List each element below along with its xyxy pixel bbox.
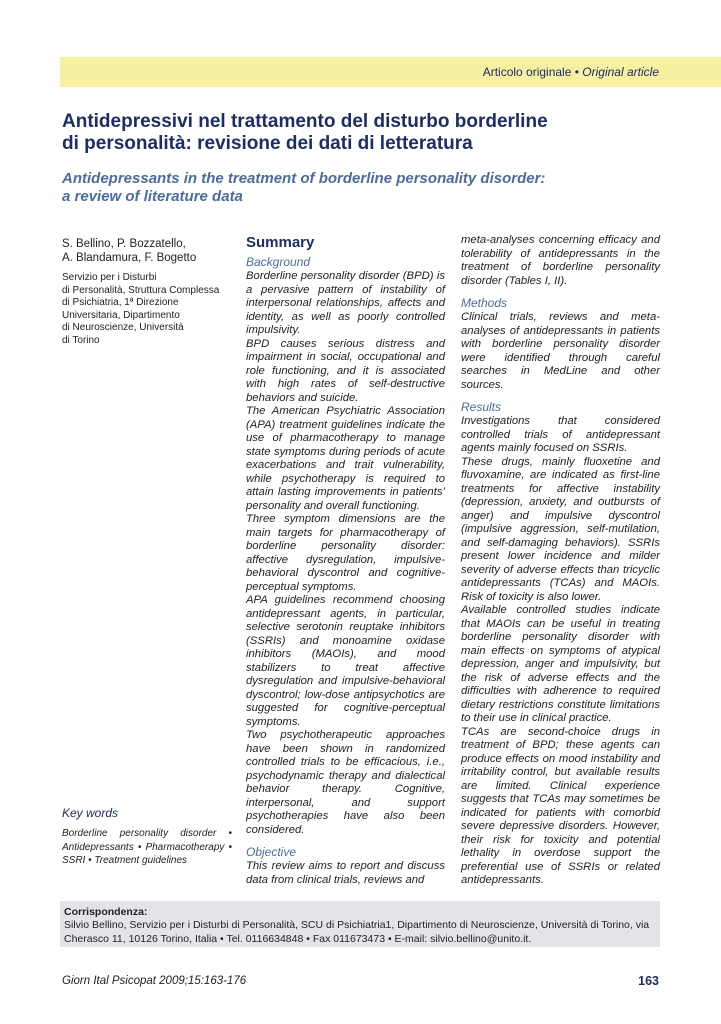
author-line: A. Blandamura, F. Bogetto [62, 252, 197, 264]
affiliation-line: Universitaria, Dipartimento [62, 309, 180, 321]
article-title [62, 111, 662, 155]
correspondence-text [64, 919, 657, 946]
background-paragraph: Borderline personality disorder (BPD) is a pervasive pattern of instability of interpersonal relationships, affects and identity, as well as poorly controlled impulsivity. [246, 270, 445, 336]
results-paragraph: Available controlled studies indicate that MAOIs can be useful in treating borderline personality disorder with main effects on symptoms of atypical depression, anger and impulsivity, but the risk of adverse effects and the difficulties with adherence to required dietary restrictions constitute limitations to their use in clinical practice. [461, 604, 660, 724]
article-subtitle-line: Antidepressants in the treatment of borderline personality disorder: [62, 170, 546, 187]
affiliation [62, 272, 232, 347]
article-title-line: Antidepressivi nel trattamento del disturbo borderline [62, 111, 548, 132]
article-type-it: Articolo originale [482, 65, 572, 79]
affiliation-line: di Personalità, Struttura Complessa [62, 284, 220, 296]
results-heading: Results [461, 400, 502, 414]
background-paragraph: Two psychotherapeutic approaches have been shown in randomized controlled trials to be efficacious, i.e., psychodynamic therapy and dialectical behavior therapy. Cognitive, interpersonal, and support psychotherapies have also been considered. [246, 729, 445, 836]
methods-heading: Methods [461, 296, 508, 310]
author-list [62, 237, 232, 265]
affiliation-line: Servizio per i Disturbi [62, 272, 157, 283]
objective-continued [461, 234, 660, 288]
keywords-text: Borderline personality disorder • Antidepressants • Pharmacotherapy • SSRI • Treatment guidelines [62, 828, 232, 866]
article-type-label [483, 65, 659, 79]
page-number: 163 [638, 974, 659, 988]
results-paragraph: Investigations that considered controlled trials of antidepressant agents mainly focused on SSRIs. [461, 415, 660, 454]
article-title-line: di personalità: revisione dei dati di letteratura [62, 133, 473, 154]
article-type-en: Original article [582, 65, 659, 79]
results-paragraph: These drugs, mainly fluoxetine and fluvoxamine, are indicated as first-line treatments for affective instability (depression, anxiety, and outbursts of anger) and impulsive dyscontrol (impulsive aggression, self-mutilation, and self-damaging behaviors). SSRIs present lower incidence and milder severity of adverse effects than tricyclic antidepressants (TCAs) and MAOIs. Risk of toxicity is also lower. [461, 455, 660, 603]
background-paragraph: Three symptom dimensions are the main targets for pharmacotherapy of borderline personality disorder: affective dysregulation, impulsive-behavioral dyscontrol and cognitive-perceptual symptoms. [246, 513, 445, 593]
article-subtitle-line: a review of literature data [62, 188, 243, 205]
correspondence-line: Silvio Bellino, Servizio per i Disturbi di Personalità, SCU di Psichiatria1, Dipartimento di Neuroscienze, Università di Torino, via [64, 919, 650, 931]
background-paragraph: The American Psychiatric Association (APA) treatment guidelines indicate the use of pharmacotherapy to manage state symptoms during periods of acute exacerbations and trait vulnerability, while psychotherapy is required to attain lasting improvements in patients’ personality and overall functioning. [246, 405, 445, 512]
article-subtitle [62, 170, 662, 206]
affiliation-line: di Neuroscienze, Università [62, 322, 184, 333]
background-heading: Background [246, 255, 311, 269]
objective-text: meta-analyses concerning efficacy and tolerability of antidepressants in the treatment of borderline personality disorder (Tables I, II). [461, 234, 660, 287]
objective-heading: Objective [246, 845, 297, 859]
article-type-separator: • [574, 65, 579, 79]
affiliation-line: di Psichiatria, 1ª Direzione [62, 297, 179, 308]
journal-citation: Giorn Ital Psicopat 2009;15:163-176 [62, 975, 247, 987]
author-line: S. Bellino, P. Bozzatello, [62, 238, 186, 250]
results-paragraph: TCAs are second-choice drugs in treatment of BPD; these agents can produce effects on mood instability and irritability control, but available results are limited. Clinical experience suggests that TCAs may sometimes be indicated for patients with comorbid severe depressive disorders. However, their risk for toxicity and potential lethality in overdose support the preferential use of SSRIs or related antidepressants. [461, 725, 660, 886]
affiliation-line: di Torino [62, 334, 100, 346]
correspondence-line: Cherasco 11, 10126 Torino, Italia • Tel. 0116634848 • Fax 011673473 • E-mail: silvio.bellino@unito.it. [64, 932, 532, 945]
summary-column-right [461, 234, 660, 888]
correspondence-title: Corrispondenza: [64, 906, 148, 918]
summary-column-left [246, 234, 445, 887]
background-paragraph: BPD causes serious distress and impairment in social, occupational and role functioning, and it is associated with high rates of self-destructive behaviors and suicide. [246, 337, 445, 404]
summary-title: Summary [246, 234, 315, 251]
methods-paragraph: Clinical trials, reviews and meta-analyses of antidepressants in patients with borderline personality disorder were identified through careful searches in MedLine and other sources. [461, 311, 660, 391]
objective-paragraph [246, 860, 445, 887]
background-paragraph: APA guidelines recommend choosing antidepressant agents, in particular, selective serotonin reuptake inhibitors (SSRIs) and monoamine oxidase inhibitors (MAOIs), and mood stabilizers to treat affective dysregulation and impulsive-behavioral dyscontrol; low-dose antipsychotics are suggested for cognitive-perceptual symptoms. [246, 594, 445, 728]
keywords-title: Key words [62, 806, 119, 820]
objective-text: This review aims to report and discuss data from clinical trials, reviews and [246, 860, 445, 886]
